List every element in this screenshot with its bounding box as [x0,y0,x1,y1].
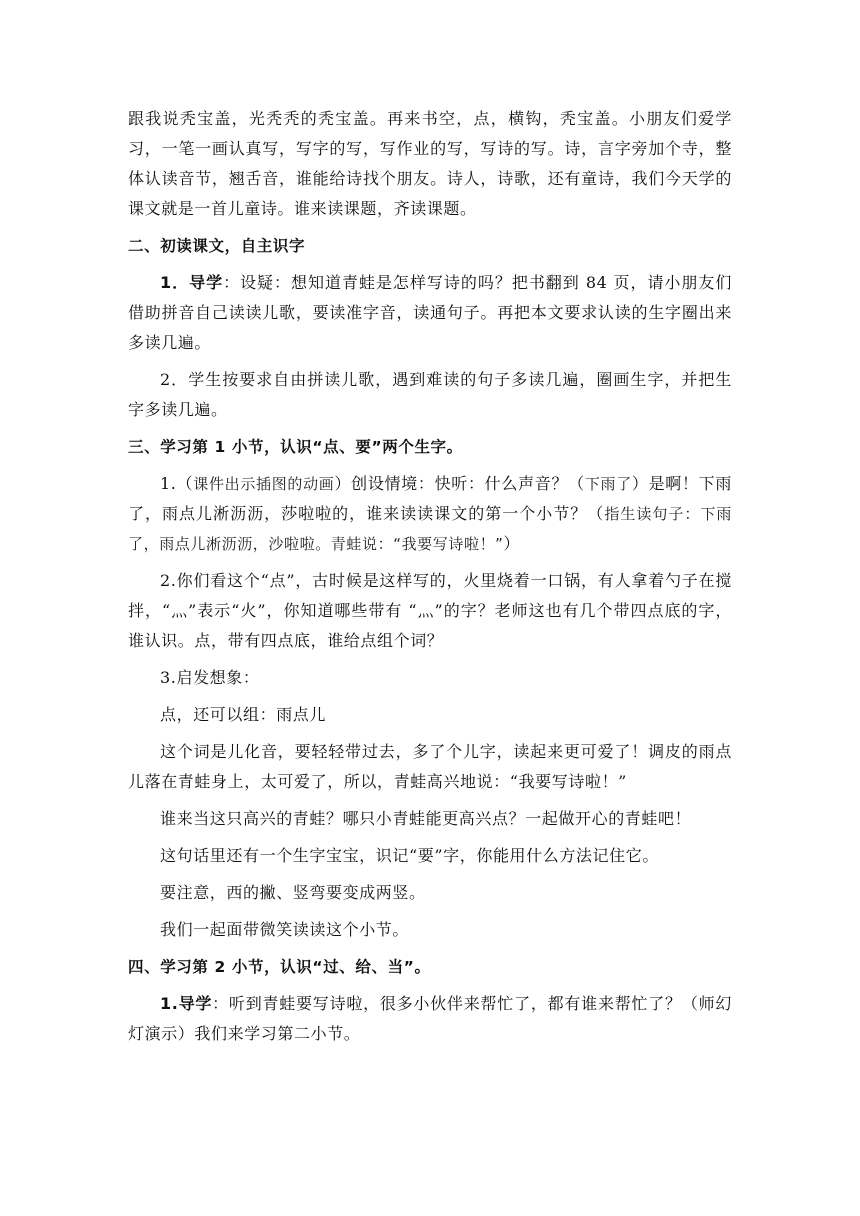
text-run: ）是啊！下雨了，雨点儿淅沥沥，莎啦啦的，谁来读读课文的第一个小节？（ [128,474,732,523]
italic-note: 指生读句子：下雨了，雨点儿淅沥沥，沙啦啦。青蛙说：“我要写诗啦！” [128,505,732,553]
section-heading [128,432,732,462]
paragraph [128,804,732,834]
paragraph [128,469,732,559]
paragraph [128,700,732,730]
italic-note: 课件出示插图的动画 [193,475,335,493]
paragraph [128,989,732,1049]
section-heading [128,952,732,982]
bold-label: 1．导学 [160,273,224,292]
text-run: 四、学习第 2 小节，认识“过、给、当”。 [128,958,431,976]
text-run: 点，还可以组：雨点儿 [160,705,327,724]
text-run: 3.启发想象： [160,668,260,687]
text-run: ） [503,534,521,553]
italic-note: 下雨了 [584,475,632,493]
text-run: 谁来当这只高兴的青蛙？哪只小青蛙能更高兴点？一起做开心的青蛙吧！ [160,809,692,828]
paragraph [128,663,732,693]
text-run: ）创设情境：快听：什么声音？（ [334,474,585,493]
paragraph [128,268,732,358]
text-run: 2．学生按要求自由拼读儿歌，遇到难读的句子多读几遍，圈画生字，并把生字多读几遍。 [128,370,732,419]
text-run: ：听到青蛙要写诗啦，很多小伙伴来帮忙了，都有谁来帮忙了？（师幻灯演示）我们来学习第二小节。 [128,994,732,1043]
text-run: 我们一起面带微笑读读这个小节。 [160,920,410,939]
paragraph [128,104,732,224]
text-run: 这句话里还有一个生字宝宝，识记“要”字，你能用什么方法记住它。 [160,846,659,865]
paragraph [128,878,732,908]
paragraph [128,566,732,656]
text-run: 这个词是儿化音，要轻轻带过去，多了个儿字，读起来更可爱了！调皮的雨点儿落在青蛙身上，太可爱了，所以，青蛙高兴地说：“我要写诗啦！” [128,742,732,791]
text-run: 1.（ [160,474,194,493]
section-heading [128,231,732,261]
paragraph [128,915,732,945]
document-body [128,104,732,1056]
text-run: 2.你们看这个“点”，古时候是这样写的，火里烧着一口锅，有人拿着勺子在搅拌，“灬”表示“火”，你知道哪些带有 “灬”的字？老师这也有几个带四点底的字，谁认识。点，带有四点底，谁给点组个词？ [128,571,732,650]
bold-label: 1.导学 [160,994,213,1013]
text-run: 二、初读课文，自主识字 [128,237,306,255]
text-run: 三、学习第 1 小节，认识“点、要”两个生字。 [128,438,463,456]
paragraph [128,841,732,871]
text-run: ：设疑：想知道青蛙是怎样写诗的吗？把书翻到 84 页，请小朋友们借助拼音自己读读儿歌，要读准字音，读通句子。再把本文要求认读的生字圈出来多读几遍。 [128,273,732,352]
paragraph [128,365,732,425]
text-run: 要注意，西的撇、竖弯要变成两竖。 [160,883,426,902]
text-run: 跟我说秃宝盖，光秃秃的秃宝盖。再来书空，点，横钩，秃宝盖。小朋友们爱学习，一笔一画认真写，写字的写，写作业的写，写诗的写。诗，言字旁加个寺，整体认读音节，翘舌音，谁能给诗找个朋友。诗人，诗歌，还有童诗，我们今天学的课文就是一首儿童诗。谁来读课题，齐读课题。 [128,109,732,218]
paragraph [128,737,732,797]
